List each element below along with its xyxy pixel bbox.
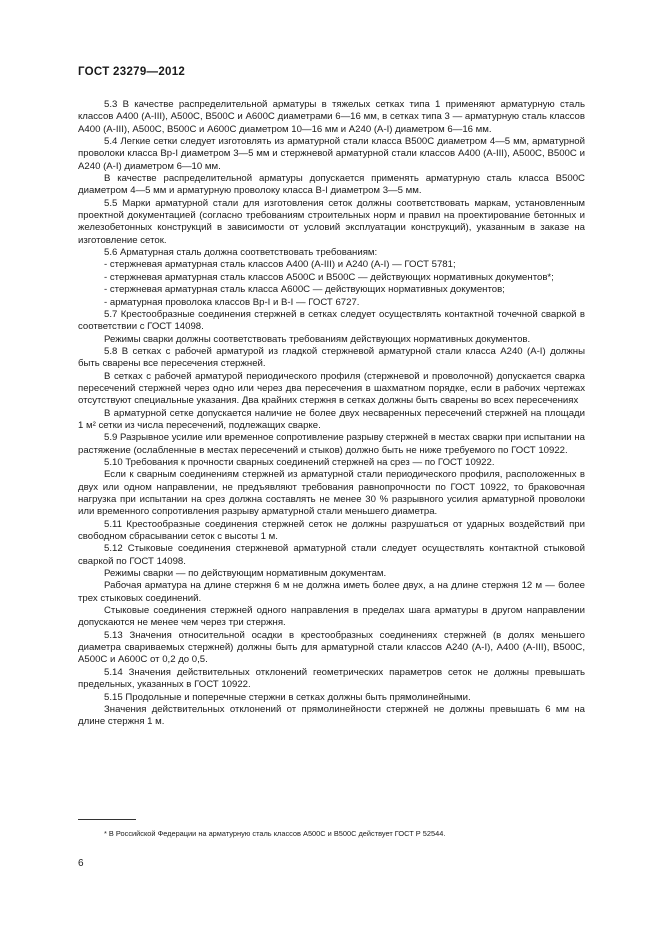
- paragraph: Режимы сварки должны соответствовать требованиям действующих нормативных документов.: [104, 333, 531, 345]
- paragraph-5-10: 5.10 Требования к прочности сварных соединений стержней на срез — по ГОСТ 10922.: [104, 456, 495, 468]
- paragraph: В арматурной сетке допускается наличие не более двух несваренных пересечений стержней на площади 1 м² сетки из числа пересечений, подлежащих сварке.: [78, 407, 585, 431]
- paragraph: В качестве распределительной арматуры допускается применять арматурную сталь класса В500С диаметром 4—5 мм и арматурную проволоку класса В-I диаметром 3—5 мм.: [78, 173, 585, 197]
- paragraph-5-12: 5.12 Стыковые соединения стержневой арматурной стали следует осуществлять контактной стыковой сваркой по ГОСТ 14098.: [78, 543, 585, 567]
- paragraph-5-9: 5.9 Разрывное усилие или временное сопротивление разрыву стержней в местах сварки при испытании на растяжение (ослабленные в местах пересечений и стыков) должно быть не ниже требуемого по ГОСТ 10922.: [78, 432, 585, 456]
- paragraph-5-3: 5.3 В качестве распределительной арматуры в тяжелых сетках типа 1 применяют арматурную сталь классов А400 (А-III), А500С, В500С и А600С диаметрами 6—16 мм, в сетках типа 3 — арматурную сталь классов А400 (А-III), А500С, В500С и А600С диаметром 10—16 мм и А240 (А-I) диаметром 6—16 мм.: [78, 99, 585, 135]
- paragraph: Рабочая арматура на длине стержня 6 м не должна иметь более двух, а на длине стержня 12 м — более трех стыковых соединений.: [78, 580, 585, 604]
- paragraph-5-11: 5.11 Крестообразные соединения стержней сеток не должны разрушаться от ударных воздействий при свободном сбрасывании сеток с высоты 1 м.: [78, 518, 585, 543]
- document-header: ГОСТ 23279—2012: [78, 66, 186, 78]
- paragraph-5-5: 5.5 Марки арматурной стали для изготовления сеток должны соответствовать маркам, установленным проектной документацией (согласно требованиям строительных норм и правил на проектирование бетонных и железобетонных конструкций в зависимости от условий эксплуатации конструкций), указанным в заказе на изготовление сеток.: [78, 197, 585, 246]
- paragraph-5-14: 5.14 Значения действительных отклонений геометрических параметров сеток не должны превышать предельных, указанных в ГОСТ 10922.: [78, 666, 585, 691]
- paragraph-5-4: 5.4 Легкие сетки следует изготовлять из арматурной стали класса В500С диаметром 4—5 мм, арматурной проволоки класса Вр-I диаметром 3—5 мм и стержневой арматурной стали классов А400 (А-III), А500С, В500С и А240 (А-I) диаметром 6—10 мм.: [78, 136, 585, 172]
- paragraph: В сетках с рабочей арматурой периодического профиля (стержневой и проволочной) допускается сварка пересечений стержней через одно или через два пересечения в шахматном порядке, если в рабочих чертежах отсутствуют специальные указания. Два крайних стержня в сетках должны быть сварены во всех пересечениях: [78, 370, 585, 407]
- paragraph: Стыковые соединения стержней одного направления в пределах шага арматуры в другом направлении допускаются не менее чем через три стержня.: [78, 605, 585, 629]
- paragraph: Режимы сварки — по действующим нормативным документам.: [104, 568, 387, 580]
- paragraph-5-15: 5.15 Продольные и поперечные стержни в сетках должны быть прямолинейными.: [104, 691, 471, 703]
- footnote-divider: [78, 819, 136, 820]
- paragraph-5-7: 5.7 Крестообразные соединения стержней в сетках следует осуществлять контактной точечной сваркой в соответствии с ГОСТ 14098.: [78, 308, 585, 333]
- page-number: 6: [78, 858, 84, 869]
- list-item: - стержневая арматурная сталь класса А600С — действующих нормативных документов;: [104, 284, 505, 296]
- list-item: - арматурная проволока классов Вр-I и В-I — ГОСТ 6727.: [104, 296, 360, 308]
- paragraph: Если к сварным соединениям стержней из арматурной стали периодического профиля, расположенных в двух или одном направлении, не предъявляют требования равнопрочности по ГОСТ 10922, то браковочная нагрузка при испытании на срез должна составлять не менее 30 % разрывного усилия арматурной проволоки или временного сопротивления разрыву арматурной стали меньшего диаметра.: [78, 469, 585, 518]
- paragraph: Значения действительных отклонений от прямолинейности стержней не должны превышать 6 мм на длине стержня 1 м.: [78, 703, 585, 728]
- paragraph-5-6: 5.6 Арматурная сталь должна соответствовать требованиям:: [104, 247, 378, 259]
- list-item: - стержневая арматурная сталь классов А500С и В500С — действующих нормативных документов*;: [104, 271, 554, 283]
- paragraph-5-8: 5.8 В сетках с рабочей арматурой из гладкой стержневой арматурной стали класса А240 (А-I) должны быть сварены все пересечения стержней.: [78, 345, 585, 370]
- list-item: - стержневая арматурная сталь классов А400 (А-III) и А240 (А-I) — ГОСТ 5781;: [104, 259, 456, 271]
- document-body: [78, 99, 585, 729]
- footnote: * В Российской Федерации на арматурную сталь классов А500С и В500С действует ГОСТ Р 52544.: [104, 829, 446, 838]
- paragraph-5-13: 5.13 Значения относительной осадки в крестообразных соединениях стержней (в долях меньшего диаметра свариваемых стержней) должны быть для арматурной стали классов А240 (А-I), А400 (А-III), В500С, А500С и А600С от 0,2 до 0,5.: [78, 629, 585, 666]
